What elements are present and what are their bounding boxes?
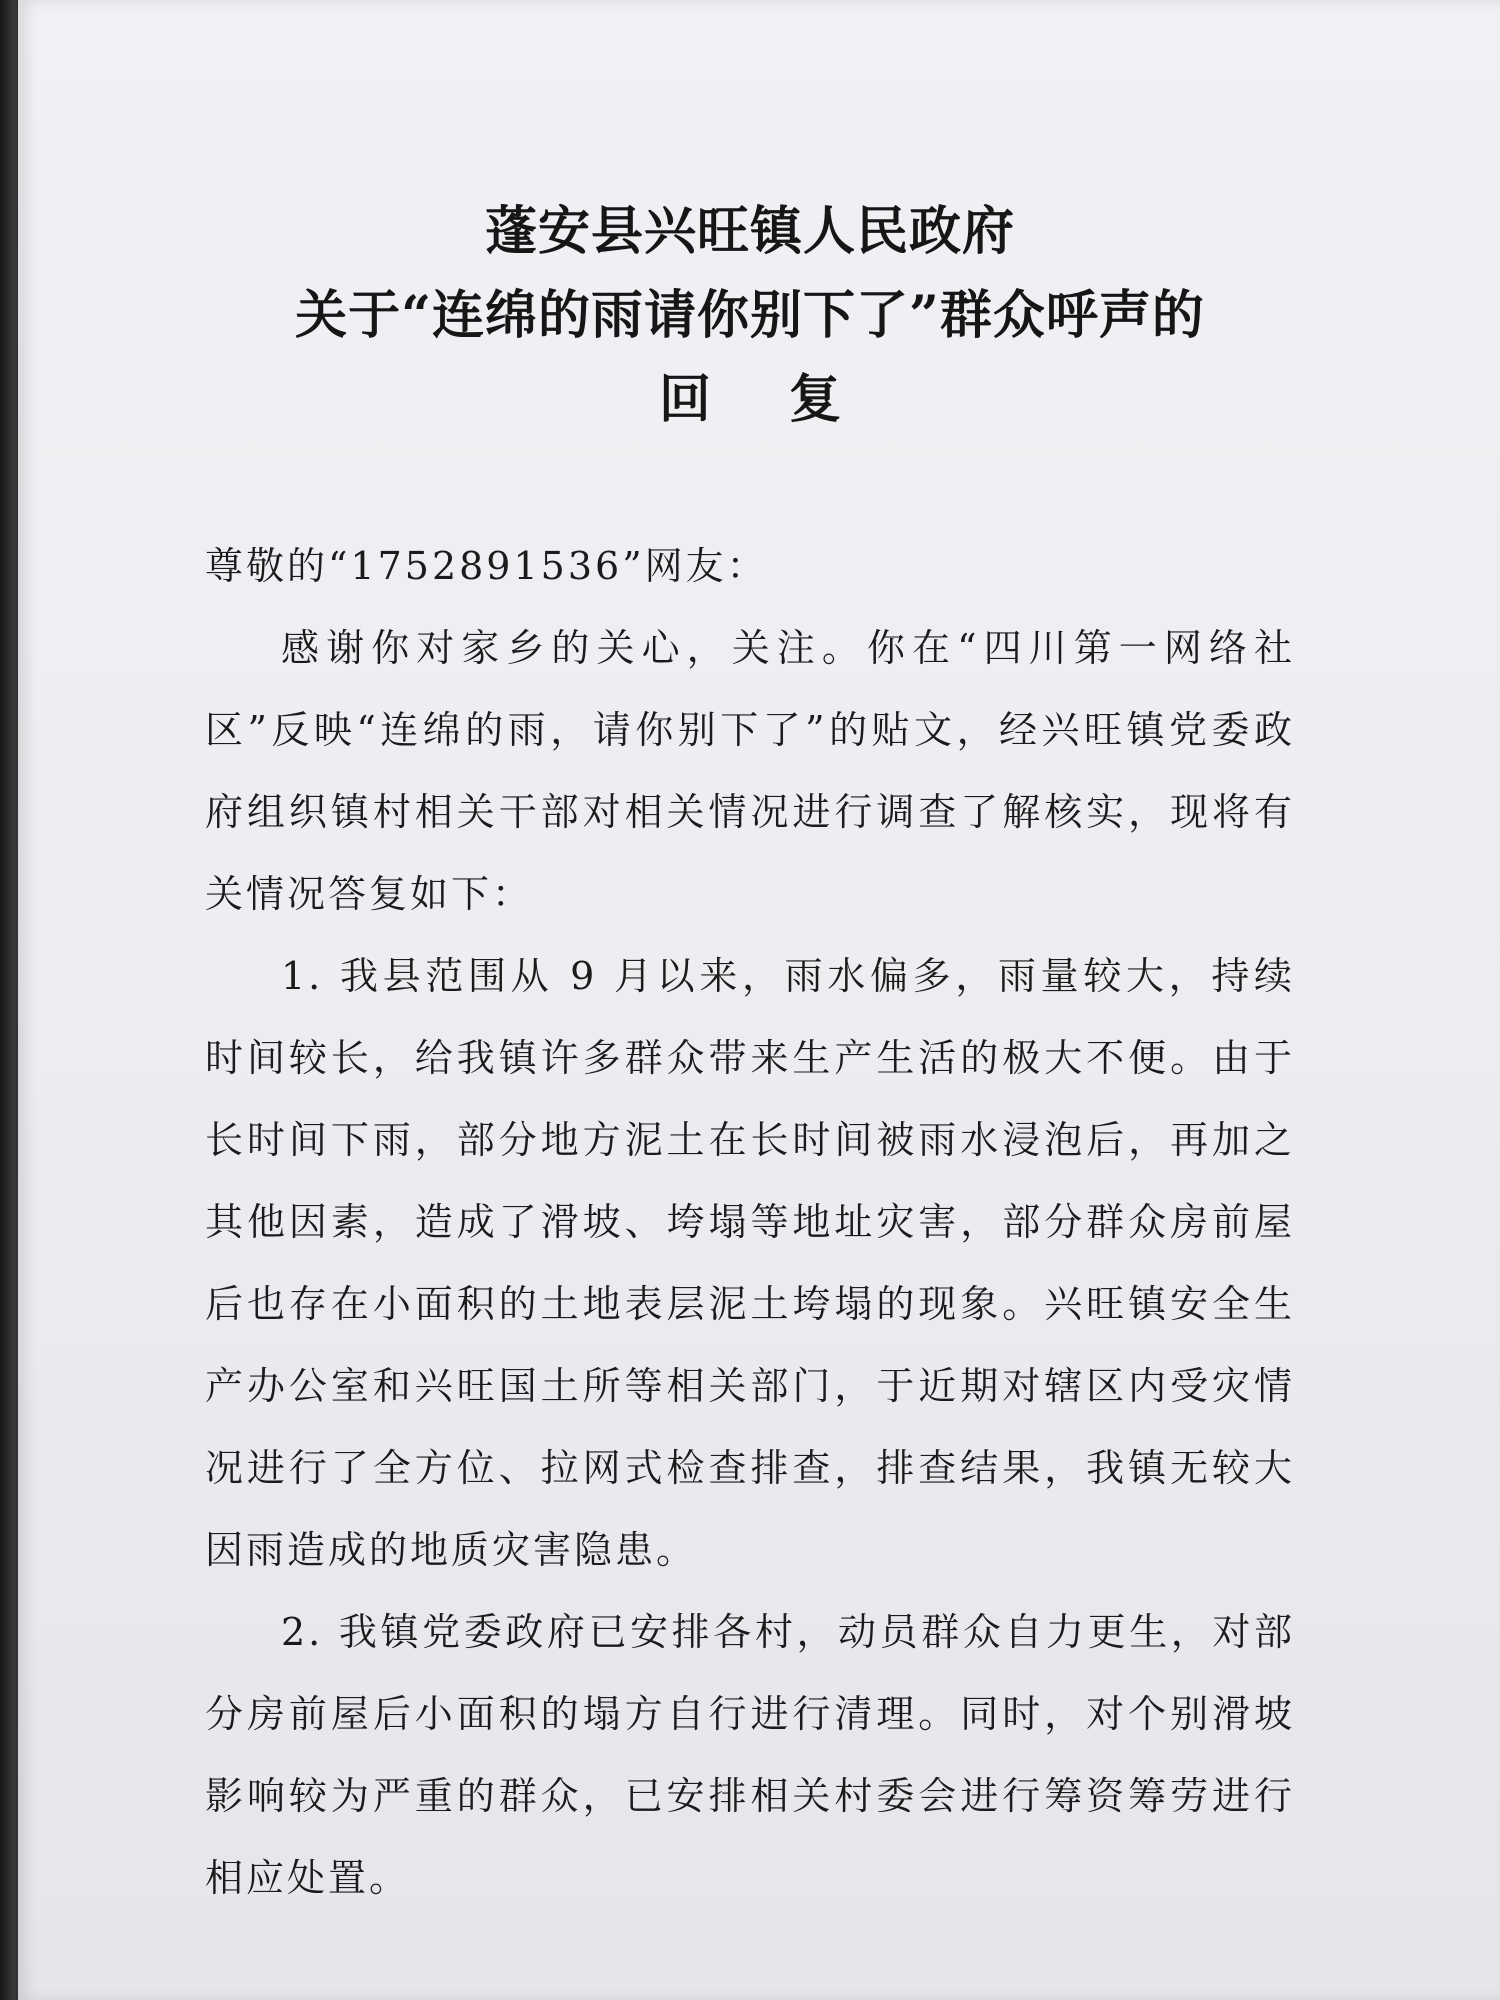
title-line-reply: 回 复 — [658, 369, 872, 430]
paragraph-item-1: 1. 我县范围从 9 月以来，雨水偏多，雨量较大，持续时间较长，给我镇许多群众带来生产生活的极大不便。由于长时间下雨，部分地方泥土在长时间被雨水浸泡后，再加之其他因素，造成了滑坡、垮塌等地址灾害，部分群众房前屋后也存在小面积的土地表层泥土垮塌的现象。兴旺镇安全生产办公室和兴旺国土所等相关部门，于近期对辖区内受灾情况进行了全方位、拉网式检查排查，排查结果，我镇无较大因雨造成的地质灾害隐患。 — [205, 954, 1295, 1572]
paragraph-intro: 感谢你对家乡的关心，关注。你在“四川第一网络社区”反映“连绵的雨，请你别下了”的贴文，经兴旺镇党委政府组织镇村相关干部对相关情况进行调查了解核实，现将有关情况答复如下： — [205, 626, 1295, 916]
salutation: 尊敬的“1752891536”网友： — [205, 544, 768, 588]
title-line-subject: 关于“连绵的雨请你别下了”群众呼声的 — [295, 285, 1205, 346]
document-title — [150, 190, 1350, 442]
document-body — [205, 525, 1295, 1919]
title-line-issuer: 蓬安县兴旺镇人民政府 — [484, 201, 1015, 262]
paragraph-item-2: 2. 我镇党委政府已安排各村，动员群众自力更生，对部分房前屋后小面积的塌方自行进行清理。同时，对个别滑坡影响较为严重的群众，已安排相关村委会进行筹资筹劳进行相应处置。 — [205, 1610, 1295, 1900]
